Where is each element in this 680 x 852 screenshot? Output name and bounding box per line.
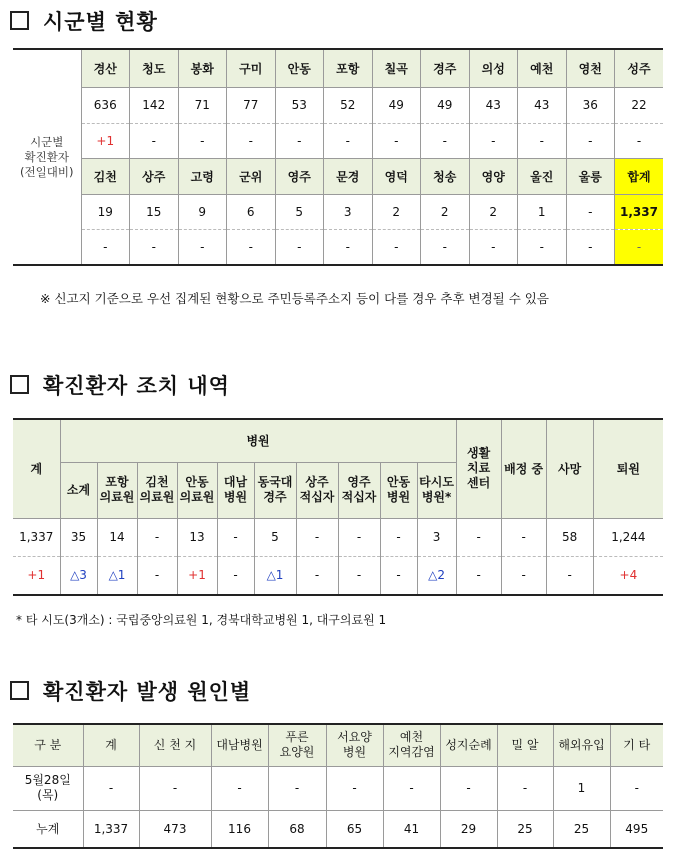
total-change: - bbox=[615, 229, 664, 265]
city-change: +1 bbox=[81, 123, 130, 158]
city-count: 15 bbox=[130, 194, 179, 229]
cell: 1,244 bbox=[593, 518, 663, 556]
city-count: 142 bbox=[130, 87, 179, 123]
city-change: - bbox=[275, 123, 324, 158]
cell: - bbox=[501, 556, 546, 595]
city-name: 봉화 bbox=[178, 49, 227, 87]
cell: - bbox=[497, 766, 553, 810]
city-count: 2 bbox=[421, 194, 470, 229]
region-note: ※ 신고지 기준으로 우선 집계된 현황으로 주민등록주소지 등이 다를 경우 추후 변경될 수 있음 bbox=[40, 291, 549, 306]
city-count: 19 bbox=[81, 194, 130, 229]
cell: 29 bbox=[440, 810, 497, 848]
cause-table bbox=[13, 723, 663, 849]
cause-header: 신 천 지 bbox=[139, 724, 211, 766]
city-change: - bbox=[324, 123, 373, 158]
cell: - bbox=[383, 766, 440, 810]
cell: +1 bbox=[13, 556, 60, 595]
cell: 25 bbox=[497, 810, 553, 848]
header-hospital: 동국대 경주 bbox=[254, 462, 296, 518]
header-assigning: 배정 중 bbox=[501, 419, 546, 518]
row-label-confirmed: 시군별 확진환자 (전일대비) bbox=[13, 49, 81, 265]
city-name: 김천 bbox=[81, 158, 130, 194]
city-name: 문경 bbox=[324, 158, 373, 194]
city-change: - bbox=[372, 123, 421, 158]
city-change: - bbox=[372, 229, 421, 265]
cell: - bbox=[380, 518, 417, 556]
cause-header: 계 bbox=[83, 724, 139, 766]
cause-header: 예천 지역감염 bbox=[383, 724, 440, 766]
city-name: 영덕 bbox=[372, 158, 421, 194]
header-total: 계 bbox=[13, 419, 60, 518]
city-count: 43 bbox=[518, 87, 567, 123]
cell: - bbox=[546, 556, 593, 595]
city-change: - bbox=[518, 229, 567, 265]
city-change: - bbox=[178, 229, 227, 265]
cell: 14 bbox=[97, 518, 137, 556]
cell: +1 bbox=[177, 556, 217, 595]
cell: 41 bbox=[383, 810, 440, 848]
cell: △2 bbox=[417, 556, 456, 595]
cell: +4 bbox=[593, 556, 663, 595]
total-header: 합계 bbox=[615, 158, 664, 194]
cell: △1 bbox=[97, 556, 137, 595]
header-hospital: 김천 의료원 bbox=[137, 462, 177, 518]
header-hospital: 영주 적십자 bbox=[338, 462, 380, 518]
header-hospital: 상주 적십자 bbox=[296, 462, 338, 518]
cell: - bbox=[440, 766, 497, 810]
checkbox-square-icon bbox=[10, 681, 29, 700]
checkbox-square-icon bbox=[10, 375, 29, 394]
header-living-center: 생활 치료 센터 bbox=[456, 419, 501, 518]
city-name: 영양 bbox=[469, 158, 518, 194]
cell: 25 bbox=[553, 810, 610, 848]
city-name: 영주 bbox=[275, 158, 324, 194]
city-name: 고령 bbox=[178, 158, 227, 194]
cause-header: 대남병원 bbox=[211, 724, 268, 766]
total-count: 1,337 bbox=[615, 194, 664, 229]
header-hospital: 대남 병원 bbox=[217, 462, 254, 518]
city-count: 49 bbox=[372, 87, 421, 123]
cell: - bbox=[211, 766, 268, 810]
cell: - bbox=[456, 556, 501, 595]
cell: 1 bbox=[553, 766, 610, 810]
cell: - bbox=[501, 518, 546, 556]
city-count: 1 bbox=[518, 194, 567, 229]
cause-header: 밀 알 bbox=[497, 724, 553, 766]
city-name: 칠곡 bbox=[372, 49, 421, 87]
city-count: 3 bbox=[324, 194, 373, 229]
city-count: 9 bbox=[178, 194, 227, 229]
cell: - bbox=[139, 766, 211, 810]
cell: 35 bbox=[60, 518, 97, 556]
city-count: 5 bbox=[275, 194, 324, 229]
city-name: 상주 bbox=[130, 158, 179, 194]
city-name: 울릉 bbox=[566, 158, 615, 194]
cell: - bbox=[338, 556, 380, 595]
city-change: - bbox=[130, 229, 179, 265]
city-name: 성주 bbox=[615, 49, 664, 87]
city-change: - bbox=[275, 229, 324, 265]
cell: - bbox=[380, 556, 417, 595]
header-hospital: 안동 병원 bbox=[380, 462, 417, 518]
city-count: 2 bbox=[469, 194, 518, 229]
city-count: - bbox=[566, 194, 615, 229]
city-change: - bbox=[566, 229, 615, 265]
city-change: - bbox=[81, 229, 130, 265]
cell: - bbox=[137, 556, 177, 595]
cell: 13 bbox=[177, 518, 217, 556]
city-count: 49 bbox=[421, 87, 470, 123]
cell: - bbox=[338, 518, 380, 556]
cell: △1 bbox=[254, 556, 296, 595]
header-hospital: 안동 의료원 bbox=[177, 462, 217, 518]
city-count: 71 bbox=[178, 87, 227, 123]
cell: - bbox=[610, 766, 663, 810]
city-name: 청도 bbox=[130, 49, 179, 87]
cell: - bbox=[456, 518, 501, 556]
city-name: 경산 bbox=[81, 49, 130, 87]
city-change: - bbox=[518, 123, 567, 158]
cause-header: 기 타 bbox=[610, 724, 663, 766]
city-count: 77 bbox=[227, 87, 276, 123]
cell: 68 bbox=[268, 810, 326, 848]
cell: - bbox=[137, 518, 177, 556]
cause-row-label: 5월28일 (목) bbox=[13, 766, 83, 810]
header-hospital: 포항 의료원 bbox=[97, 462, 137, 518]
cause-header: 구 분 bbox=[13, 724, 83, 766]
city-change: - bbox=[178, 123, 227, 158]
city-count: 36 bbox=[566, 87, 615, 123]
cell: 1,337 bbox=[83, 810, 139, 848]
header-death: 사망 bbox=[546, 419, 593, 518]
region-status-table bbox=[13, 48, 663, 266]
cell: 495 bbox=[610, 810, 663, 848]
city-count: 52 bbox=[324, 87, 373, 123]
city-count: 43 bbox=[469, 87, 518, 123]
city-count: 53 bbox=[275, 87, 324, 123]
header-hospital: 소계 bbox=[60, 462, 97, 518]
city-change: - bbox=[421, 229, 470, 265]
city-name: 예천 bbox=[518, 49, 567, 87]
city-name: 안동 bbox=[275, 49, 324, 87]
city-name: 포항 bbox=[324, 49, 373, 87]
cell: - bbox=[296, 518, 338, 556]
city-change: - bbox=[130, 123, 179, 158]
cause-row-label: 누계 bbox=[13, 810, 83, 848]
section-title-region-status: 시군별 현황 bbox=[10, 6, 158, 36]
header-discharged: 퇴원 bbox=[593, 419, 663, 518]
cell: - bbox=[217, 556, 254, 595]
city-count: 2 bbox=[372, 194, 421, 229]
cell: 58 bbox=[546, 518, 593, 556]
city-count: 6 bbox=[227, 194, 276, 229]
header-hospital: 타시도 병원* bbox=[417, 462, 456, 518]
cell: 473 bbox=[139, 810, 211, 848]
cell: 3 bbox=[417, 518, 456, 556]
header-hospital-group: 병원 bbox=[60, 419, 456, 462]
city-name: 구미 bbox=[227, 49, 276, 87]
city-name: 영천 bbox=[566, 49, 615, 87]
city-name: 경주 bbox=[421, 49, 470, 87]
city-count: 636 bbox=[81, 87, 130, 123]
cause-header: 성지순례 bbox=[440, 724, 497, 766]
cause-header: 해외유입 bbox=[553, 724, 610, 766]
city-name: 군위 bbox=[227, 158, 276, 194]
cause-header: 서요양 병원 bbox=[326, 724, 383, 766]
section-title-causes: 확진환자 발생 원인별 bbox=[10, 676, 251, 706]
checkbox-square-icon bbox=[10, 11, 29, 30]
city-name: 의성 bbox=[469, 49, 518, 87]
city-change: - bbox=[227, 123, 276, 158]
cell: 1,337 bbox=[13, 518, 60, 556]
cause-header: 푸른 요양원 bbox=[268, 724, 326, 766]
cell: 65 bbox=[326, 810, 383, 848]
cell: - bbox=[217, 518, 254, 556]
section-title-actions: 확진환자 조치 내역 bbox=[10, 370, 230, 400]
city-change: - bbox=[469, 229, 518, 265]
hospital-note: * 타 시도(3개소) : 국립중앙의료원 1, 경북대학교병원 1, 대구의료원 1 bbox=[16, 613, 387, 627]
city-change: - bbox=[324, 229, 373, 265]
cell: - bbox=[326, 766, 383, 810]
cell: 116 bbox=[211, 810, 268, 848]
cell: - bbox=[268, 766, 326, 810]
cell: △3 bbox=[60, 556, 97, 595]
city-change: - bbox=[566, 123, 615, 158]
city-change: - bbox=[227, 229, 276, 265]
cell: 5 bbox=[254, 518, 296, 556]
city-change: - bbox=[615, 123, 664, 158]
city-name: 울진 bbox=[518, 158, 567, 194]
city-change: - bbox=[469, 123, 518, 158]
cell: - bbox=[296, 556, 338, 595]
city-count: 22 bbox=[615, 87, 664, 123]
cell: - bbox=[83, 766, 139, 810]
city-name: 청송 bbox=[421, 158, 470, 194]
city-change: - bbox=[421, 123, 470, 158]
patient-action-table bbox=[13, 418, 663, 596]
